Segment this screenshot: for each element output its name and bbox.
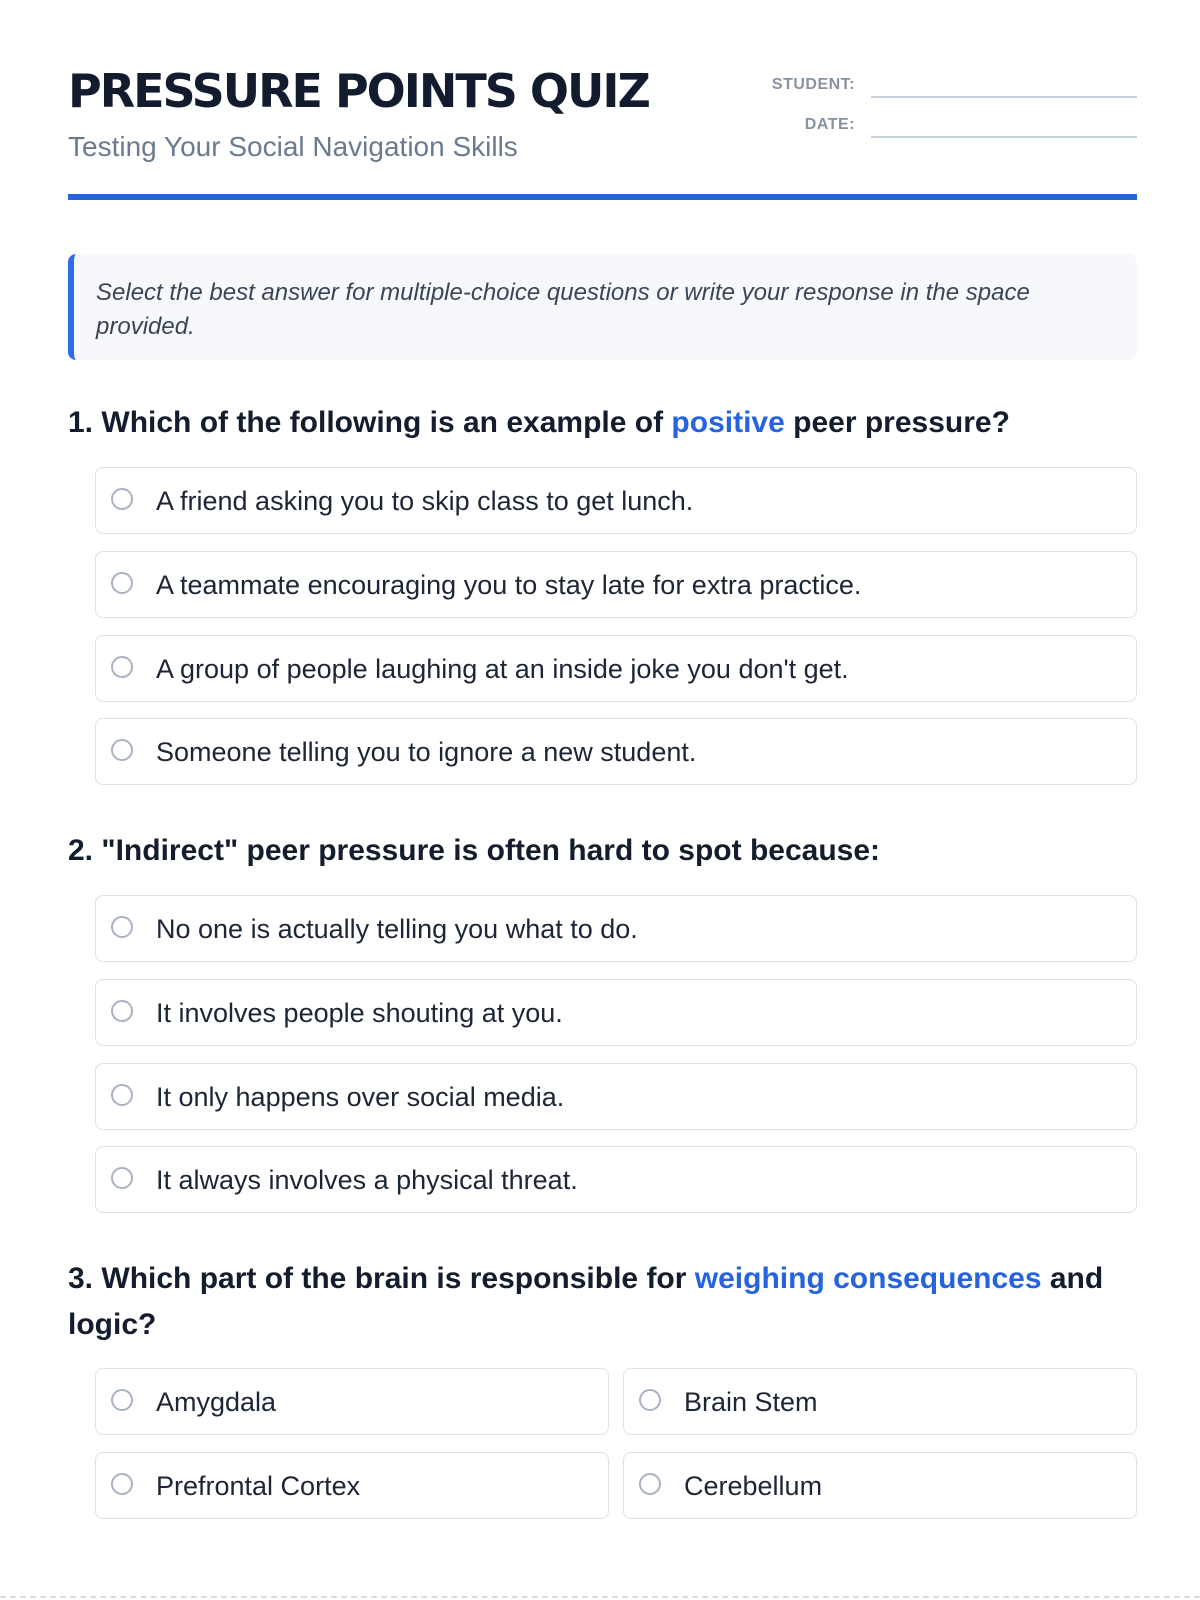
option-label: It only happens over social media.	[156, 1082, 565, 1112]
answer-option[interactable]	[95, 1452, 609, 1519]
radio-button[interactable]	[639, 1473, 661, 1495]
page-title: PRESSURE POINTS QUIZ	[68, 64, 649, 118]
question-suffix: and logic?	[68, 1262, 1104, 1341]
radio-button[interactable]	[111, 739, 133, 761]
instructions-box: Select the best answer for multiple-choice questions or write your response in the space provided.	[68, 254, 1137, 360]
radio-button[interactable]	[111, 1473, 133, 1495]
answer-option[interactable]	[95, 635, 1137, 702]
answer-option[interactable]	[95, 467, 1137, 534]
question-1	[68, 400, 1137, 767]
radio-button[interactable]	[639, 1389, 661, 1411]
question-text	[68, 828, 1137, 874]
question-number: 2.	[68, 834, 94, 867]
question-number: 1.	[68, 406, 94, 439]
date-row	[767, 114, 1137, 154]
answer-option[interactable]	[623, 1452, 1137, 1519]
answer-option[interactable]	[623, 1368, 1137, 1435]
answer-option[interactable]	[95, 551, 1137, 618]
radio-button[interactable]	[111, 916, 133, 938]
question-prefix: Which part of the brain is responsible for	[101, 1262, 687, 1295]
radio-button[interactable]	[111, 1084, 133, 1106]
radio-button[interactable]	[111, 1389, 133, 1411]
radio-button[interactable]	[111, 488, 133, 510]
radio-button[interactable]	[111, 1167, 133, 1189]
question-body: "Indirect" peer pressure is often hard to spot because:	[101, 834, 881, 867]
question-3	[68, 1256, 1137, 1501]
question-prefix: Which of the following is an example of	[101, 406, 664, 439]
option-label: It always involves a physical threat.	[156, 1165, 578, 1195]
answer-option[interactable]	[95, 979, 1137, 1046]
date-label: DATE:	[804, 116, 855, 133]
option-label: Cerebellum	[684, 1471, 823, 1501]
date-field[interactable]	[871, 136, 1137, 138]
option-label: A friend asking you to skip class to get lunch.	[156, 486, 694, 516]
radio-button[interactable]	[111, 1000, 133, 1022]
answer-option[interactable]	[95, 1146, 1137, 1213]
student-meta	[767, 74, 1137, 154]
header-divider	[68, 194, 1137, 200]
option-label: It involves people shouting at you.	[156, 998, 563, 1028]
option-label: Prefrontal Cortex	[156, 1471, 361, 1501]
question-number: 3.	[68, 1262, 94, 1295]
question-highlight: weighing consequences	[694, 1262, 1042, 1295]
option-label: Brain Stem	[684, 1387, 818, 1417]
radio-button[interactable]	[111, 572, 133, 594]
student-field[interactable]	[871, 96, 1137, 98]
student-label: STUDENT:	[771, 76, 855, 93]
page-subtitle: Testing Your Social Navigation Skills	[68, 131, 518, 162]
question-highlight: positive	[671, 406, 785, 439]
answer-option[interactable]	[95, 718, 1137, 785]
quiz-page	[68, 0, 1137, 1501]
question-text	[68, 400, 1137, 446]
option-label: Someone telling you to ignore a new student.	[156, 737, 697, 767]
option-label: No one is actually telling you what to do.	[156, 914, 638, 944]
answer-option[interactable]	[95, 1063, 1137, 1130]
page-bottom-divider	[0, 1596, 1200, 1598]
question-text	[68, 1256, 1137, 1348]
student-row	[767, 74, 1137, 114]
option-label: A teammate encouraging you to stay late for extra practice.	[156, 570, 862, 600]
answer-option[interactable]	[95, 1368, 609, 1435]
answer-option[interactable]	[95, 895, 1137, 962]
question-suffix: peer pressure?	[793, 406, 1010, 439]
quiz-header	[68, 0, 1137, 202]
radio-button[interactable]	[111, 656, 133, 678]
option-label: A group of people laughing at an inside joke you don't get.	[156, 654, 849, 684]
question-2	[68, 828, 1137, 1195]
option-label: Amygdala	[156, 1387, 277, 1417]
